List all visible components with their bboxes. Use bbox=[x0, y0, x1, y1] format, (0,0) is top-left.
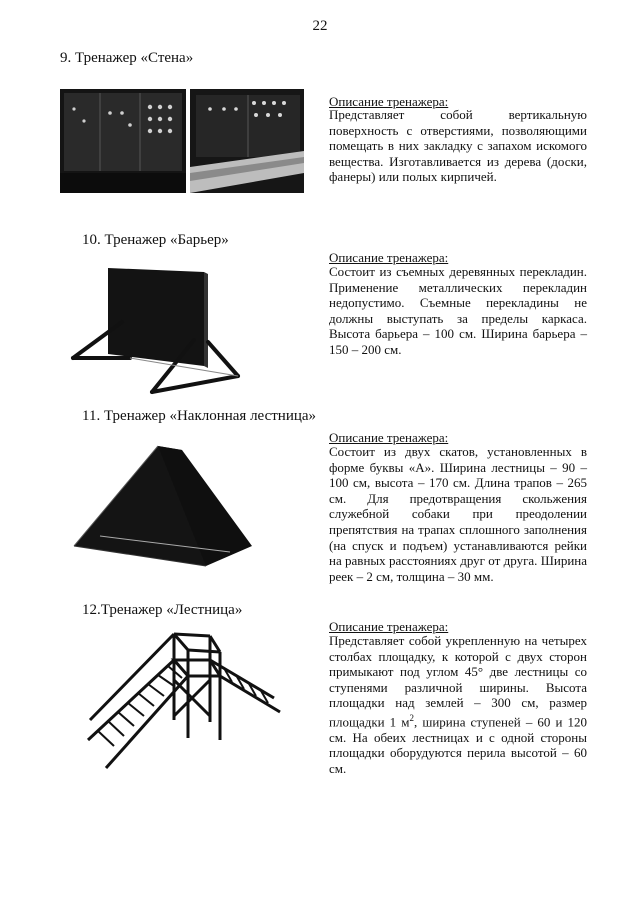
section-10-desc-title: Описание тренажера: bbox=[329, 250, 449, 265]
section-9-desc-title: Описание тренажера: bbox=[329, 94, 449, 109]
section-9-description: Представляет собой вертикальную поверхность с отверстиями, позволяющими помещать в них закладку с запахом искомого вещества. Изготавливается из дерева (доски, фанеры) или полых кирпичей. bbox=[329, 107, 587, 185]
section-12-desc-part2: , ширина ступеней – 60 и 120 см. На обеих лестницах и с одной стороны площадки оборудуются перила высотой – 60 см. bbox=[329, 714, 587, 777]
ladder-platform-illustration bbox=[84, 620, 284, 780]
wall-photo-right bbox=[190, 89, 304, 193]
section-11-description: Состоит из двух скатов, установленных в форме буквы «А». Ширина лестницы – 90 – 100 см, высота – 170 см. Длина трапов – 265 см. Для предотвращения скольжения служебной собаки при преодолении препятствия на трапах сплошного заполнения (на спуск и подъем) устанавливаются рейки на равных расстояниях друг от друга. Ширина реек – 2 см, толщина – 30 мм. bbox=[329, 444, 587, 584]
section-11-heading: 11. Тренажер «Наклонная лестница» bbox=[82, 408, 317, 424]
section-10-heading: 10. Тренажер «Барьер» bbox=[82, 232, 229, 248]
section-11-desc-title: Описание тренажера: bbox=[329, 430, 449, 445]
wall-photo-left bbox=[60, 89, 186, 193]
section-9-heading: 9. Тренажер «Стена» bbox=[60, 50, 194, 66]
section-12-heading: 12.Тренажер «Лестница» bbox=[82, 602, 243, 618]
section-12-description bbox=[329, 633, 587, 777]
inclined-ladder-illustration bbox=[70, 438, 256, 570]
section-10-description: Состоит из съемных деревянных перекладин. Применение металлических перекладин недопустимо. Съемные перекладины не должны выступать за пределы каркаса. Высота барьера – 100 см. Ширина барьера – 150 – 200 см. bbox=[329, 264, 587, 357]
page-number: 22 bbox=[312, 18, 328, 34]
square-superscript: 2 bbox=[409, 712, 414, 723]
section-12-desc-part1: Представляет собой укрепленную на четырех столбах площадку, к которой с двух сторон примыкают под углом 45° две лестницы со ступенями различной ширины. Высота площадки над землей – 300 см, размер площадки 1 м bbox=[329, 633, 587, 730]
section-12-desc-title: Описание тренажера: bbox=[329, 619, 449, 634]
barrier-illustration bbox=[68, 262, 248, 400]
